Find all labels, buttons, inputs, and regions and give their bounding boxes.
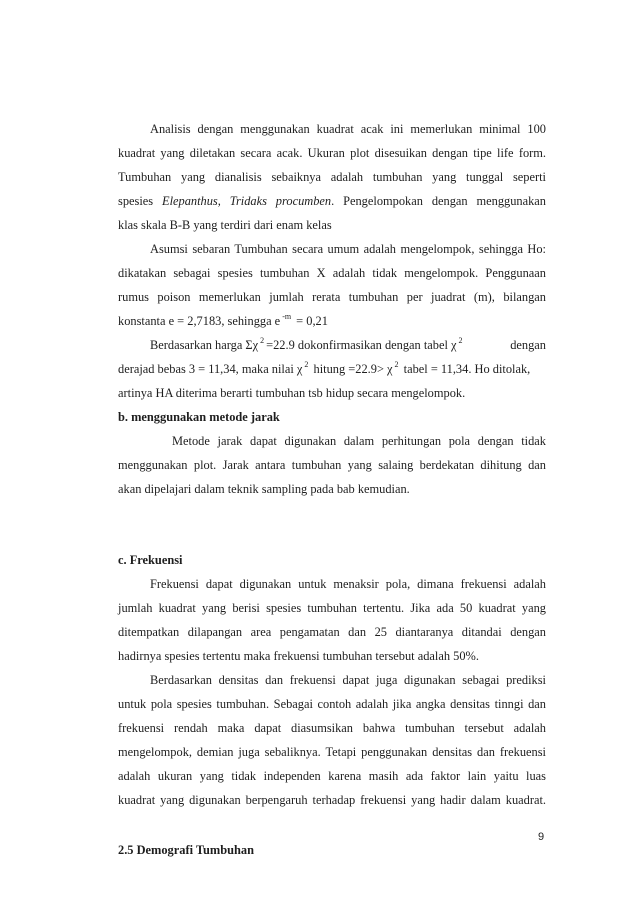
frequency-p2-line-6: kuadrat yang digunakan berpengaruh terhadap frekuensi yang hadir dalam kuadrat. — [118, 793, 546, 807]
page-number: 9 — [538, 831, 545, 843]
distance-line-1: Metode jarak dapat digunakan dalam perhitungan pola dengan tidak — [172, 434, 546, 448]
chi-line-2-text-c: tabel = 11,34. Ho ditolak, — [400, 362, 531, 376]
distance-heading: b. menggunakan metode jarak — [118, 410, 280, 424]
chi-line-2 — [118, 361, 546, 379]
frequency-heading: c. Frekuensi — [118, 553, 183, 567]
frequency-p1-line-4: hadirnya spesies tertentu maka frekuensi tumbuhan tersebut adalah 50%. — [118, 649, 479, 663]
analysis-line-4-text-b: . Pengelompokan dengan menggunakan — [331, 194, 546, 208]
frequency-p1-line-2: jumlah kuadrat yang berisi spesies tumbuhan tertentu. Jika ada 50 kuadrat yang — [118, 601, 546, 615]
chi-line-1-text-c: dengan — [510, 338, 546, 352]
species-names: Elepanthus, Tridaks procumben — [162, 194, 332, 208]
chi-sup-2: 2 — [458, 336, 463, 345]
assumption-line-4-text-b: = 0,21 — [293, 314, 328, 328]
analysis-line-3: Tumbuhan yang dianalisis sebaiknya adalah tumbuhan yang tunggal seperti — [118, 170, 546, 184]
analysis-line-2: kuadrat yang diletakan secara acak. Ukuran plot disesuikan dengan tipe life form. — [118, 146, 546, 160]
chi-line-2-text-a: derajad bebas 3 = 11,34, maka nilai χ — [118, 362, 303, 376]
chi-line-1-group — [150, 337, 465, 355]
frequency-p2-line-3: frekuensi rendah maka dapat diasumsikan bahwa tumbuhan tersebut adalah — [118, 721, 546, 735]
frequency-p2-line-4: mengelompok, demian juga sebaliknya. Tetapi penggunakan densitas dan frekuensi — [118, 745, 546, 759]
chi-sup-3: 2 — [304, 360, 309, 369]
frequency-p2-line-5: adalah ukuran yang tidak independen karena masih ada faktor lain yaitu luas — [118, 769, 546, 783]
analysis-line-4-text-a: spesies — [118, 194, 154, 208]
assumption-line-4 — [118, 313, 546, 331]
frequency-p2-line-1: Berdasarkan densitas dan frekuensi dapat juga digunakan sebagai prediksi — [150, 673, 546, 687]
distance-line-2: menggunakan plot. Jarak antara tumbuhan yang salaing berdekatan dihitung dan — [118, 458, 546, 472]
frequency-p1-line-3: ditempatkan dilapangan area pengamatan dan 25 diantaranya ditandai dengan — [118, 625, 546, 639]
chi-line-1 — [150, 337, 546, 355]
frequency-p2-line-2: untuk pola spesies tumbuhan. Sebagai contoh adalah jika angka densitas tinngi dan — [118, 697, 546, 711]
assumption-line-4-text-a: konstanta e = 2,7183, sehingga e — [118, 314, 281, 328]
exponent-minus-m: -m — [282, 312, 292, 321]
assumption-line-1: Asumsi sebaran Tumbuhan secara umum adalah mengelompok, sehingga Ho: — [150, 242, 546, 256]
chi-sup-4: 2 — [394, 360, 399, 369]
analysis-line-1: Analisis dengan menggunakan kuadrat acak ini memerlukan minimal 100 — [150, 122, 546, 136]
frequency-p1-line-1: Frekuensi dapat digunakan untuk menaksir pola, dimana frekuensi adalah — [150, 577, 546, 591]
chi-line-2-text-b: hitung =22.9> χ — [310, 362, 393, 376]
chi-sup-1: 2 — [260, 336, 265, 345]
analysis-line-4 — [118, 193, 546, 209]
assumption-line-2: dikatakan sebagai spesies tumbuhan X adalah tidak mengelompok. Penggunaan — [118, 266, 546, 280]
section-heading: 2.5 Demografi Tumbuhan — [118, 843, 254, 857]
assumption-line-3: rumus poison memerlukan jumlah rerata tumbuhan per juadrat (m), bilangan — [118, 290, 546, 304]
distance-line-3: akan dipelajari dalam teknik sampling pada bab kemudian. — [118, 482, 410, 496]
analysis-line-5: klas skala B-B yang terdiri dari enam kelas — [118, 218, 332, 232]
chi-line-3: artinya HA diterima berarti tumbuhan tsb hidup secara mengelompok. — [118, 386, 466, 400]
chi-line-1-text-b: =22.9 dokonfirmasikan dengan tabel χ — [266, 338, 457, 352]
chi-line-1-text-a: Berdasarkan harga Σχ — [150, 338, 259, 352]
